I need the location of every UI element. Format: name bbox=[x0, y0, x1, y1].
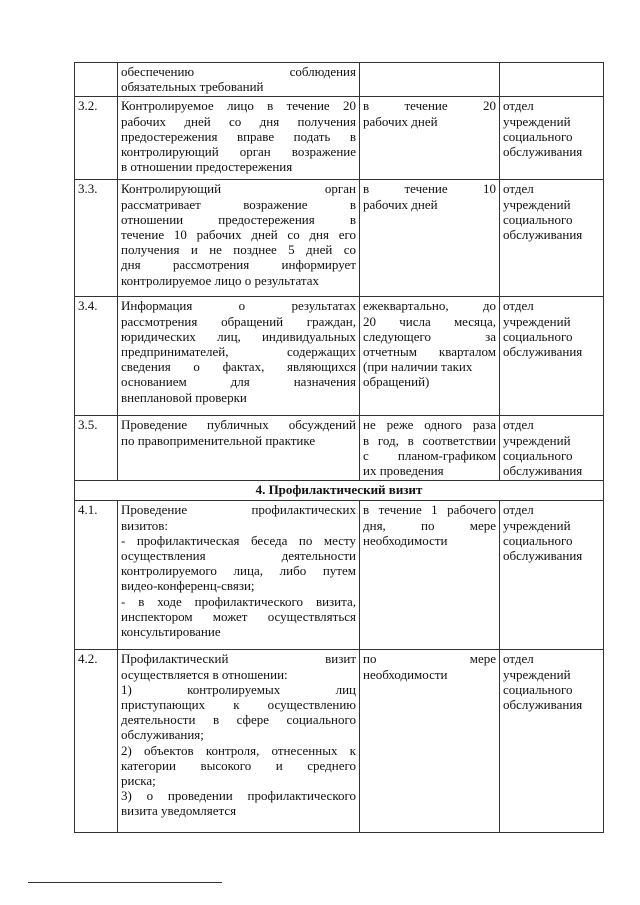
item-description bbox=[118, 63, 360, 97]
desc-line: рассмотрения обращений граждан, bbox=[121, 313, 356, 329]
item-number: 3.3. bbox=[75, 180, 118, 297]
dept-line: учреждений bbox=[503, 113, 571, 129]
term-line: в год, в соответствии bbox=[363, 432, 496, 448]
desc-line: консультирование bbox=[121, 624, 221, 640]
desc-line: рассматривает возражение в bbox=[121, 196, 356, 212]
section-heading: 4. Профилактический визит bbox=[75, 481, 604, 501]
item-responsible bbox=[500, 297, 604, 416]
desc-line: видео-конференц-связи; bbox=[121, 578, 255, 594]
table-row bbox=[75, 297, 604, 416]
dept-line: обслуживания bbox=[503, 227, 583, 243]
desc-line: контролируемого лица, либо путем bbox=[121, 563, 356, 579]
item-term bbox=[360, 416, 500, 481]
dept-line: учреждений bbox=[503, 313, 571, 329]
term-line: в течение 20 bbox=[363, 98, 496, 114]
desc-line: визитов: bbox=[121, 517, 168, 533]
term-line: дня, по мере bbox=[363, 517, 496, 533]
item-number: 3.5. bbox=[75, 416, 118, 481]
term-line: обращений) bbox=[363, 374, 430, 390]
desc-line: Контролируемое лицо в течение 20 bbox=[121, 98, 356, 114]
dept-line: обслуживания bbox=[503, 697, 583, 713]
table-row bbox=[75, 63, 604, 97]
dept-line: учреждений bbox=[503, 432, 571, 448]
item-term bbox=[360, 63, 500, 97]
item-number: 4.2. bbox=[75, 650, 118, 833]
item-responsible bbox=[500, 180, 604, 297]
desc-line: - профилактическая беседа по месту bbox=[121, 532, 356, 548]
dept-line: социального bbox=[503, 447, 573, 463]
desc-line: Проведение публичных обсуждений bbox=[121, 417, 356, 433]
desc-line: предостережения вправе подать в bbox=[121, 128, 356, 144]
item-responsible bbox=[500, 650, 604, 833]
term-line: необходимости bbox=[363, 532, 448, 548]
desc-line: осуществляется в отношении: bbox=[121, 666, 288, 682]
item-responsible bbox=[500, 416, 604, 481]
dept-line: отдел bbox=[503, 98, 534, 114]
term-line: необходимости bbox=[363, 666, 448, 682]
dept-line: учреждений bbox=[503, 517, 571, 533]
item-description bbox=[118, 416, 360, 481]
desc-line: обязательных требований bbox=[121, 79, 264, 95]
desc-line: риска; bbox=[121, 773, 156, 789]
item-number bbox=[75, 63, 118, 97]
dept-line: учреждений bbox=[503, 196, 571, 212]
table-row bbox=[75, 650, 604, 833]
dept-line: отдел bbox=[503, 651, 534, 667]
term-line: (при наличии таких bbox=[363, 359, 473, 375]
term-line: 20 числа месяца, bbox=[363, 313, 496, 329]
term-line: отчетным кварталом bbox=[363, 344, 496, 360]
dept-line: отдел bbox=[503, 298, 534, 314]
dept-line: обслуживания bbox=[503, 463, 583, 479]
term-line: рабочих дней bbox=[363, 196, 438, 212]
item-number: 4.1. bbox=[75, 501, 118, 650]
desc-line: 1) контролируемых лиц bbox=[121, 681, 356, 697]
item-description bbox=[118, 97, 360, 180]
dept-line: обслуживания bbox=[503, 144, 583, 160]
item-description bbox=[118, 501, 360, 650]
item-term bbox=[360, 180, 500, 297]
desc-line: осуществления деятельности bbox=[121, 548, 356, 564]
item-responsible bbox=[500, 501, 604, 650]
measures-table-body bbox=[75, 63, 604, 833]
term-line: в течение 1 рабочего bbox=[363, 502, 496, 518]
dept-line: социального bbox=[503, 532, 573, 548]
dept-line: социального bbox=[503, 128, 573, 144]
term-line: их проведения bbox=[363, 463, 444, 479]
section-row bbox=[75, 481, 604, 501]
desc-line: рабочих дней со дня получения bbox=[121, 113, 356, 129]
desc-line: инспектором может осуществляться bbox=[121, 608, 356, 624]
item-description bbox=[118, 297, 360, 416]
item-number: 3.2. bbox=[75, 97, 118, 180]
desc-line: Контролирующий орган bbox=[121, 181, 356, 197]
desc-line: 3) о проведении профилактического bbox=[121, 788, 356, 804]
dept-line: обслуживания bbox=[503, 344, 583, 360]
item-number: 3.4. bbox=[75, 297, 118, 416]
desc-line: 2) объектов контроля, отнесенных к bbox=[121, 742, 356, 758]
desc-line: Профилактический визит bbox=[121, 651, 356, 667]
term-line: в течение 10 bbox=[363, 181, 496, 197]
term-line: рабочих дней bbox=[363, 113, 438, 129]
dept-line: учреждений bbox=[503, 666, 571, 682]
desc-line: дня рассмотрения информирует bbox=[121, 257, 356, 273]
term-line: ежеквартально, до bbox=[363, 298, 496, 314]
dept-line: отдел bbox=[503, 417, 534, 433]
desc-line: обеспечению соблюдения bbox=[121, 64, 356, 79]
item-description bbox=[118, 650, 360, 833]
item-responsible bbox=[500, 97, 604, 180]
desc-line: визита уведомляется bbox=[121, 803, 237, 819]
item-description bbox=[118, 180, 360, 297]
desc-line: Проведение профилактических bbox=[121, 502, 356, 518]
item-term bbox=[360, 97, 500, 180]
desc-line: юридических лиц, индивидуальных bbox=[121, 328, 356, 344]
desc-line: получения и не позднее 5 дней со bbox=[121, 242, 356, 258]
desc-line: приступающих к осуществлению bbox=[121, 697, 356, 713]
desc-line: контролируемое лицо о результатах bbox=[121, 272, 319, 288]
desc-line: по правоприменительной практике bbox=[121, 432, 316, 448]
desc-line: обслуживания; bbox=[121, 727, 204, 743]
desc-line: течение 10 рабочих дней со дня его bbox=[121, 227, 356, 243]
desc-line: контролирующий орган возражение bbox=[121, 144, 356, 160]
desc-line: сведения о фактах, являющихся bbox=[121, 359, 356, 375]
dept-line: обслуживания bbox=[503, 548, 583, 564]
desc-line: предпринимателей, содержащих bbox=[121, 344, 356, 360]
desc-line: - в ходе профилактического визита, bbox=[121, 593, 356, 609]
desc-line: деятельности в сфере социального bbox=[121, 712, 356, 728]
desc-line: внеплановой проверки bbox=[121, 389, 247, 405]
item-responsible bbox=[500, 63, 604, 97]
item-term bbox=[360, 297, 500, 416]
dept-line: социального bbox=[503, 328, 573, 344]
measures-table bbox=[74, 62, 604, 833]
dept-line: отдел bbox=[503, 502, 534, 518]
dept-line: социального bbox=[503, 211, 573, 227]
item-term bbox=[360, 650, 500, 833]
term-line: по мере bbox=[363, 651, 496, 667]
term-line: с планом-графиком bbox=[363, 447, 496, 463]
dept-line: отдел bbox=[503, 181, 534, 197]
dept-line: социального bbox=[503, 681, 573, 697]
term-line: следующего за bbox=[363, 328, 496, 344]
term-line: не реже одного раза bbox=[363, 417, 496, 433]
desc-line: в отношении предостережения bbox=[121, 159, 293, 175]
item-term bbox=[360, 501, 500, 650]
table-row bbox=[75, 416, 604, 481]
desc-line: Информация о результатах bbox=[121, 298, 356, 314]
desc-line: основанием для назначения bbox=[121, 374, 356, 390]
footnote-separator bbox=[28, 882, 222, 883]
table-row bbox=[75, 97, 604, 180]
desc-line: категории высокого и среднего bbox=[121, 757, 356, 773]
desc-line: отношении предостережения в bbox=[121, 211, 356, 227]
table-row bbox=[75, 501, 604, 650]
table-row bbox=[75, 180, 604, 297]
